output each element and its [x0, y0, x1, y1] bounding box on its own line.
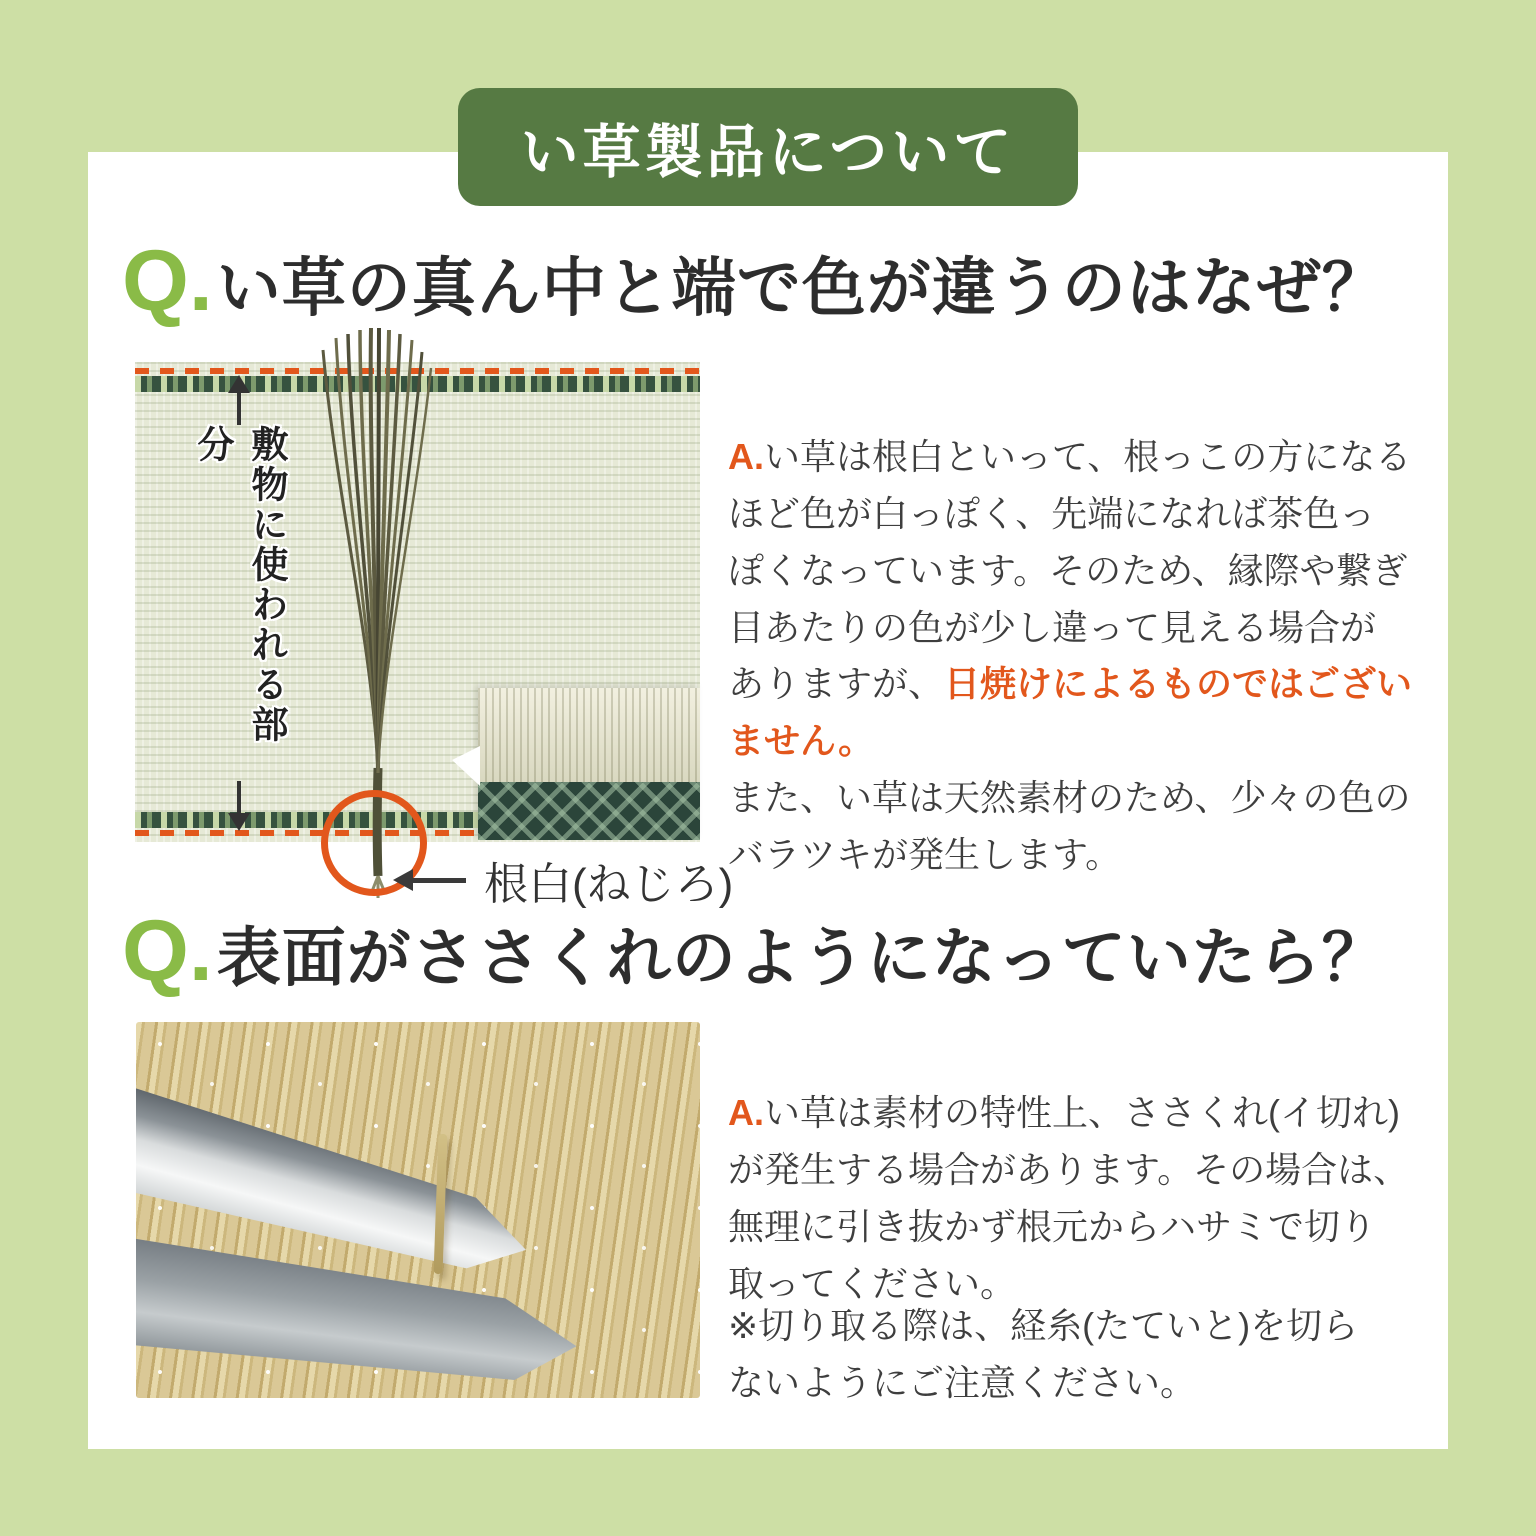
answer-2: [728, 1028, 1440, 1312]
question-2-heading: [122, 902, 1387, 1001]
a2-body: い草は素材の特性上、ささくれ(イ切れ) が発生する場合があります。その場合は、 無理に引き抜かず根元からハサミで切り 取ってください。: [728, 1091, 1410, 1304]
rug-section-annotation: [192, 380, 287, 826]
question-1-heading: [122, 232, 1387, 331]
q1-prefix: Q.: [122, 233, 213, 329]
nejiro-callout: [400, 848, 733, 912]
down-arrow-icon: [237, 781, 241, 826]
q1-text: い草の真ん中と端で色が違うのはなぜ？: [216, 252, 1387, 324]
section-title: い草製品について: [520, 120, 1016, 185]
answer-1: [728, 372, 1440, 941]
q2-text: 表面がささくれのようになっていたら？: [216, 922, 1387, 994]
inset-diamond-border: [478, 782, 700, 840]
up-arrow-icon: [237, 380, 241, 425]
a1-body-1: い草は根白といって、根っこの方になる ほど色が白っぽく、先端になれば茶色っ ぽくなっています。そのため、縁際や繋ぎ 目あたりの色が少し違って見える場合が ありますが、: [728, 435, 1412, 705]
nejiro-label: 根白(ねじろ): [484, 860, 734, 909]
section-title-badge: [458, 88, 1078, 206]
scissors-photo: [136, 1022, 700, 1398]
answer-2-note: ※切り取る際は、経糸(たていと)を切ら ないようにご注意ください。: [728, 1305, 1359, 1403]
inset-tatami-surface: [478, 688, 700, 782]
q2-prefix: Q.: [122, 903, 213, 999]
vertical-label: 敷物に使われる部分: [192, 425, 287, 746]
tatami-diagram-figure: [135, 362, 700, 842]
scissors-lower-blade: [136, 1234, 583, 1398]
tatami-edge-inset-image: [478, 688, 700, 840]
left-arrow-icon: [400, 878, 466, 883]
a2-prefix: A.: [728, 1091, 764, 1133]
a1-highlight: 日焼けによるものではござい ません。: [728, 663, 1413, 762]
a1-prefix: A.: [728, 435, 764, 477]
callout-wedge: [452, 746, 480, 786]
a1-body-2: また、い草は天然素材のため、少々の色の バラツキが発生します。: [728, 777, 1411, 875]
